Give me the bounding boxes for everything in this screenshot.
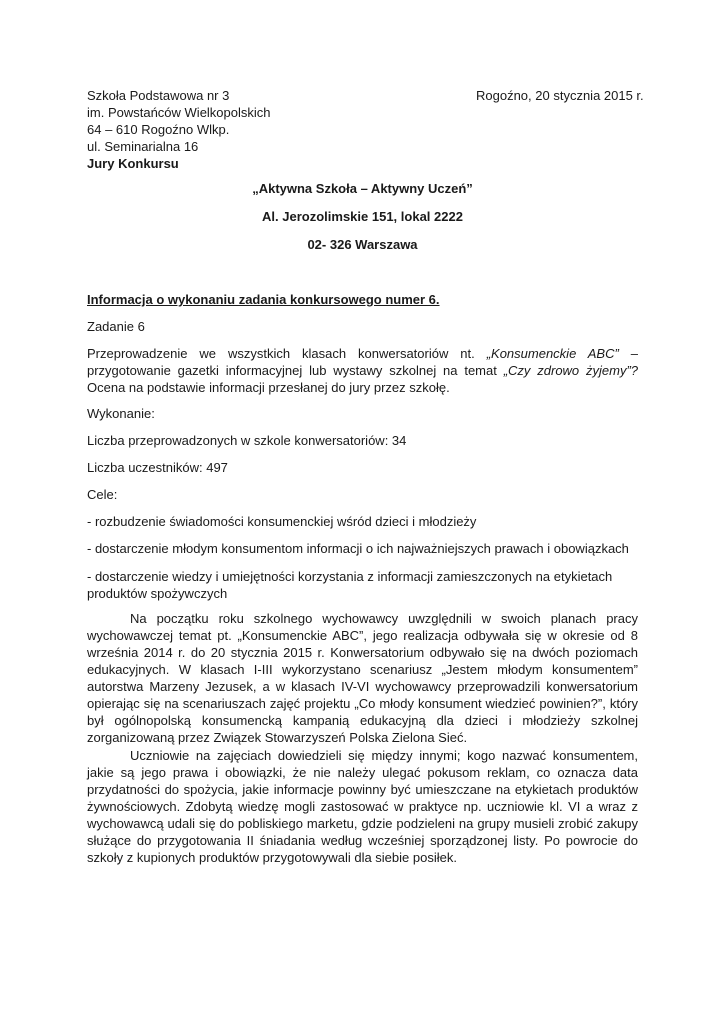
paragraph-outcomes: Uczniowie na zajęciach dowiedzieli się między innymi; kogo nazwać konsumentem, jakie są jego prawa i obowiązki, że nie należy ulegać pokusom reklam, co oznacza data przydatności do spożycia, jakie informacje powinny być umieszczane na etykietach produktów żywnościowych. Zdobytą wiedzę mogli zastosować w praktyce np. uczniowie kl. VI a wraz z wychowawcą udali się do pobliskiego marketu, gdzie podzieleni na grupy musieli zrobić zakupy służące do przygotowania II śniadania według wcześniej sporządzonej listy. Po powrocie do szkoły z kupionych produktów przygotowywali dla siebie posiłek. <box>87 748 638 865</box>
goal-item: - dostarczenie młodym konsumentom informacji o ich najważniejszych prawach i obowiązkach <box>87 541 629 556</box>
letter-date: Rogoźno, 20 stycznia 2015 r. <box>476 88 644 103</box>
goal-item: - dostarczenie wiedzy i umiejętności korzystania z informacji zamieszczonych na etykietach produktów spożywczych <box>87 569 613 601</box>
task-desc-title1: „Konsumenckie ABC” <box>486 346 619 361</box>
sender-school-patron: im. Powstańców Wielkopolskich <box>87 105 271 120</box>
task-label: Zadanie 6 <box>87 319 145 334</box>
sender-street: ul. Seminarialna 16 <box>87 139 199 154</box>
recipient-name: „Aktywna Szkoła – Aktywny Uczeń” <box>252 181 473 196</box>
task-description <box>87 345 638 396</box>
goal-item: - rozbudzenie świadomości konsumenckiej wśród dzieci i młodzieży <box>87 514 477 529</box>
paragraph-realization: Na początku roku szkolnego wychowawcy uwzględnili w swoich planach pracy wychowawczej temat pt. „Konsumenckie ABC”, jego realizacja odbywała się w okresie od 8 września 2014 r. do 20 stycznia 2015 r. Konwersatorium odbywało się na dwóch poziomach edukacyjnych. W klasach I-III wykorzystano scenariusz „Jestem młodym konsumentem” autorstwa Marzeny Jezusek, a w klasach IV-VI wychowawcy przeprowadzili konwersatorium opierając się na scenariuszach zajęć projektu „Co młody konsument wiedzieć powinien?”, który był ogólnopolską konsumencką kampanią edukacyjną dla dzieci i młodzieży szkolnej zorganizowaną przez Związek Stowarzyszeń Polska Zielona Sieć. <box>87 611 638 745</box>
task-desc-part1: Przeprowadzenie we wszystkich klasach konwersatoriów nt. <box>87 346 487 361</box>
task-desc-title2: „Czy zdrowo żyjemy”? <box>503 363 639 378</box>
sender-school-name: Szkoła Podstawowa nr 3 <box>87 88 230 103</box>
count-conversatories: Liczba przeprowadzonych w szkole konwersatoriów: 34 <box>87 433 407 448</box>
sender-jury-label: Jury Konkursu <box>87 156 179 171</box>
execution-label: Wykonanie: <box>87 406 155 421</box>
count-participants: Liczba uczestników: 497 <box>87 460 228 475</box>
document-heading: Informacja o wykonaniu zadania konkursowego numer 6. <box>87 292 440 307</box>
sender-address <box>87 87 271 172</box>
task-desc-part2: – przygotowanie gazetki informacyjnej lub wystawy szkolnej na temat <box>87 346 639 378</box>
recipient-street: Al. Jerozolimskie 151, lokal 2222 <box>262 209 463 224</box>
sender-postal-city: 64 – 610 Rogoźno Wlkp. <box>87 122 230 137</box>
recipient-city: 02- 326 Warszawa <box>307 237 418 252</box>
task-desc-part3: Ocena na podstawie informacji przesłanej do jury przez szkołę. <box>87 380 450 395</box>
goals-label: Cele: <box>87 487 118 502</box>
